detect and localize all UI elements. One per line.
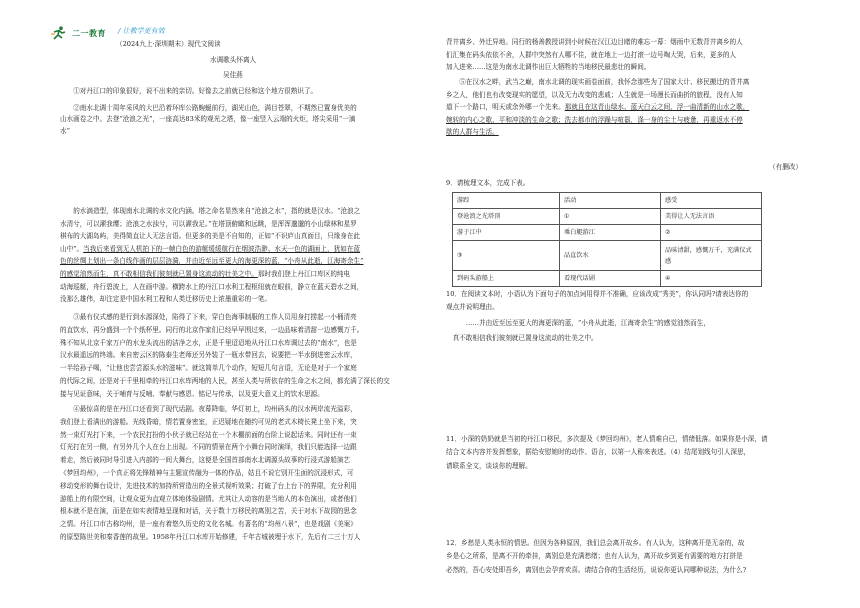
table-header-cell: 活动 — [560, 193, 661, 209]
quoted-sentence: 真不敢相信我们彼刻就已置身这流动的壮美之中。 — [452, 334, 598, 342]
header-slogan: / 让教学更有效 — [118, 27, 165, 35]
article-author: 吴佳燕 — [223, 71, 243, 79]
table-cell: 看现代话剧 — [560, 271, 661, 287]
table-cell: 到码头游船上 — [453, 271, 560, 287]
article-title: 水调歌头怀离人 — [210, 56, 257, 64]
paragraph-5: ⑤在汉水之畔，武当之巅，南水北调的现实画卷面前，我怀念那些为了国家大计、移民搬迁的背井离 乡之人，他们也有改变现实的愿望，以及无力改变的悲戚；人生就是一场漫长而曲折的旅程，没有人知 道下一个路口，明天或余外哪一个先来。那就且在这青山绿水、蓝天白云之间，浮一曲清新的山水之歌， 婉转的内心之歌、平和冲淡的生命之歌；洗去都市的浮躁与喧嚣，涤一身的尘土与疲惫，再重返水不停 歇的人群与生活。 — [446, 78, 750, 137]
table-cell: 品味清甜，感慨万千，充满仪式感 — [661, 241, 762, 271]
paragraph-2: ②南水北调十周年采风的大巴沿着环库公路蜿蜒前行，湖光山色，满目苍翠，不期然已置身优美的 山水画卷之中。去登“沧浪之光”，一座高达83米的观光之塔，像一座竖入云端的火炬，塔尖采用“一滴 水” — [60, 104, 357, 135]
paragraph-3: ③最有仪式感的是行到水源深处，陷得了下来，穿白色海事制服的工作人员用身打捞起一小桶清亮 的直饮水，再分盛到一个个纸杯里。同行的北京作家们已经早早围过来，一边品味着清甜一边感慨万千。 殊不知从北京千家万户的水龙头流出的洁净之水，正是千里迢迢地从丹江口水库调过去的“南水”，也是 汉水最遥远的终端。来自密云区的陈泰生老师还另外装了一瓶水带回去，说要把一半水倒进密云水库， 一半给孙子喝，“让他也尝尝源头水的滋味”。就这简单几个动作，短短几句言语，无论是对于一个家庭 的代际之间，还是对于千里相牵的丹江口水库两地的人民，甚至人类与所依存的生命之水之间，都充满了深长的交 接与见证意味，关于哺育与反哺、奉献与感恩、铭记与传承，以及更大意义上的饮水思源。 — [60, 313, 390, 398]
blank-1-cell[interactable]: ① — [560, 209, 661, 225]
task-table — [452, 192, 762, 287]
task-table-wrap — [446, 192, 762, 287]
table-cell: 品直饮水 — [560, 241, 661, 271]
table-cell: 美得让人无法言语 — [661, 209, 762, 225]
table-header-cell: 游踪 — [453, 193, 560, 209]
table-cell: 乘白艇游江 — [560, 225, 661, 241]
table-header-cell: 感受 — [661, 193, 762, 209]
site-logo — [50, 26, 106, 40]
table-row — [453, 225, 762, 241]
blank-4-cell[interactable]: ④ — [661, 271, 762, 287]
paragraph-4: ④最惊喜的是在丹江口还看到了现代话剧。夜幕降临，华灯初上，均州码头的汉水两岸流光溢彩， 我们登上看满出的游船。光线昏暗，情若置身密室，正迟疑地在随约可见的老式木椅长凳上坐下来，突 然一束灯光打下来，一个农民打扮的小伙子就已经站在一个木棚前面的台阶上说起话来。同时还有一束 灯光打在另一侧，有另外几个人在台上出现。不同的情景在两个小舞台同时演绎，我们只能选择一边跟 着走，然后被同时导引进入内部的一间大舞台，这便是全国首部南水北调源头故事的行浸式游船演艺 《梦回均州》，一个真正将先锋精神与主题宣传融为一体的作品，姑且不说它别开生面的沉浸形式，可 移动变形的舞台设计，先进技术的加持所营造出的全景式视听效果；打破了台上台下的界限，充分利用 游船上的有限空间，让观众更为直观立体地体验剧情。尤其让人动容的是当地人的本色演出，或者他们 根本就不是在演，而是在如实表情地呈现和对话，关于数十万移民的离别之苦，关于对水下故园的思念 之情。丹江口市古称均州，是一座有着悠久历史的文化名城。有著名的“均州八景”，也是戏剧《美案》 的原型陈世美和秦香莲的故里。1958年丹江口水库开始修建，千年古城被埋于水下，先后有二三十万人 — [60, 405, 361, 541]
paragraph-4-end: 背井离乡、外迁异地。同行的杨善教授讲到小时候在汉江边目睹的难忘一幕：烟雨中无数背井离乡的人 们汇集在码头依依不舍，人群中突然有人哪不住，就在地上一边打滚一边号啕大哭，后来，更多的人 加入进来……这是为南水北调作出巨大牺牲的当地移民最悲壮的瞬间。 — [446, 38, 743, 72]
paragraph-1: ①对丹江口的印象很好，说不出来的亲切。好像去之前就已经和这个地方很熟识了。 — [73, 87, 318, 95]
blank-3-cell[interactable]: ③ — [453, 241, 560, 271]
table-header-row — [453, 193, 762, 209]
paragraph-2-continued: 的水滴造型，体现南水北调的水文化内涵。塔之命名显然来自“沧浪之水”，指的就是汉水。“沧浪之 水清兮，可以濯我缨；沧浪之水浊兮，可以濯我足。”在塔顶俯瞰和远眺，是浑浑邈邈的小山绿林和星罗 棋布的大湖岛屿，美得简直让人无法言语。但更多的美是不自知的，正如“不识庐山真面目，只缘身在此 山中”。当我后来看到无人机拍下的一帧白色的游艇缓缓航行在烟波浩渺、水天一色的湖面上，犹如在蓝 色的丝绸上划出一条白线作画的层层涟漪，并由近至远至更大的海更深的蓝，“小舟从此逝，江海寄余生” 的感觉油然而生，真不敢相信我们彼刻就已置身这流动的壮美之中。那时我们登上丹江口库区的纯电 动海巡艇，舟行碧波上，人在画中游。横跨水上的丹江口水利工程枢纽就在眼前，静立在蓝天碧水之间， 没那么雄伟，却注定是中国水利工程和人类迁移历史上浓墨重彩的一笔。 — [60, 207, 364, 304]
table-cell: 游于江中 — [453, 225, 560, 241]
blank-2-cell[interactable]: ② — [661, 225, 762, 241]
question-9: 9．请梳理文本，完成下表。 — [446, 179, 530, 187]
question-11: 11．小深的奶奶就是当初的丹江口移民，多次提及《梦回均州》，老人情难自已，情绪低落。如果你是小深，请 结合文本内容并发挥想象，据给安慰她时的动作、语言，以第一人称来表述。（4）结尾划线句引人深思， 请联系全文，谈谈你的理解。 — [446, 435, 768, 470]
quoted-sentence: ……并由近至远至更大的海更深的蓝，“小舟从此逝，江海寄余生”的感觉油然而生， — [465, 319, 710, 327]
question-12: 12．乡愁是人类永恒的情思。但因为各种原因，我们总会离开故乡。有人认为，这种离开是无奈的，故 乡是心之所系，是离不开的牵挂，离别总是充满愁绪；也有人认为，离开故乡到更有需要的地方打拼是 必然的，吾心安处即吾乡，离别也会孕育欢喜。请结合你的生活经历，说说你更认同哪种说法，为什么? — [446, 539, 747, 574]
running-person-icon — [50, 26, 68, 40]
logo-text: 二一教育 — [72, 28, 106, 38]
underlined-ending: 那就且在这青山绿水、蓝天白云之间，浮一曲清新的山水之歌， — [564, 103, 750, 112]
underlined-sentence: 当我后来看到无人机拍下的一帧白色的游艇缓缓航行在烟波浩渺、水天一色的湖面上，犹如在蓝 — [83, 244, 361, 253]
question-10: 10．在阅读文本时，小语认为下面句子的加点词用得并不准确，应该改成“秀美”，你认同吗?请表达你的 观点并说明理由。 ……并由近至远至更大的海更深的蓝，“小舟从此逝，江海寄余生”的感觉油然而生， 真不敢相信我们彼刻就已置身这流动的壮美之中。 — [446, 288, 802, 345]
source-line: （2024九上·深圳期末）现代文阅读 — [116, 40, 221, 48]
table-row — [453, 209, 762, 225]
table-row — [453, 271, 762, 287]
table-cell: 登沧浪之光塔顶 — [453, 209, 560, 225]
edited-note: （有删改） — [769, 163, 802, 171]
table-row — [453, 241, 762, 271]
